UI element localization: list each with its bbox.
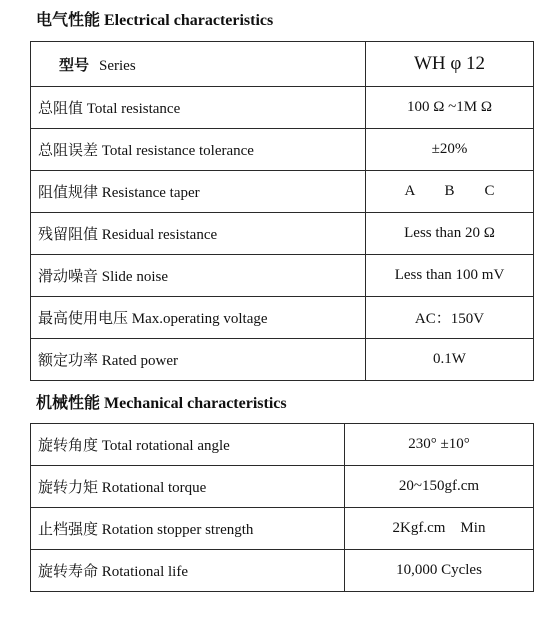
series-label-cell — [31, 42, 366, 87]
series-value: WH φ 12 — [366, 42, 534, 87]
row-label: 旋转角度 Total rotational angle — [31, 424, 345, 466]
electrical-section-title: 电气性能 Electrical characteristics — [36, 12, 274, 29]
row-value: ±20% — [366, 129, 534, 171]
row-value: Less than 100 mV — [366, 255, 534, 297]
table-row — [31, 550, 534, 592]
row-value: 20~150gf.cm — [345, 466, 534, 508]
series-label-en: Series — [99, 57, 136, 74]
row-value: 100 Ω ~1M Ω — [366, 87, 534, 129]
table-row — [31, 466, 534, 508]
table-row — [31, 171, 534, 213]
table-row — [31, 213, 534, 255]
row-label: 止档强度 Rotation stopper strength — [31, 508, 345, 550]
row-value: A B C — [366, 171, 534, 213]
row-value: AC：150V — [366, 297, 534, 339]
table-header-row — [31, 42, 534, 87]
table-row — [31, 297, 534, 339]
row-value: 0.1W — [366, 339, 534, 381]
row-label: 总阻值 Total resistance — [31, 87, 366, 129]
row-value: 10,000 Cycles — [345, 550, 534, 592]
row-label: 旋转寿命 Rotational life — [31, 550, 345, 592]
row-label: 滑动噪音 Slide noise — [31, 255, 366, 297]
table-row — [31, 129, 534, 171]
mechanical-spec-table — [30, 423, 534, 592]
table-row — [31, 424, 534, 466]
row-label: 最高使用电压 Max.operating voltage — [31, 297, 366, 339]
series-label-cn: 型号 — [59, 57, 90, 74]
row-label: 总阻误差 Total resistance tolerance — [31, 129, 366, 171]
electrical-spec-table — [30, 41, 534, 381]
row-value: Less than 20 Ω — [366, 213, 534, 255]
table-row — [31, 508, 534, 550]
table-row — [31, 87, 534, 129]
row-label: 阻值规律 Resistance taper — [31, 171, 366, 213]
mechanical-section-title: 机械性能 Mechanical characteristics — [36, 395, 287, 412]
row-value: 2Kgf.cm Min — [345, 508, 534, 550]
table-row — [31, 339, 534, 381]
table-row — [31, 255, 534, 297]
row-value: 230° ±10° — [345, 424, 534, 466]
row-label: 旋转力矩 Rotational torque — [31, 466, 345, 508]
row-label: 额定功率 Rated power — [31, 339, 366, 381]
row-label: 残留阻值 Residual resistance — [31, 213, 366, 255]
